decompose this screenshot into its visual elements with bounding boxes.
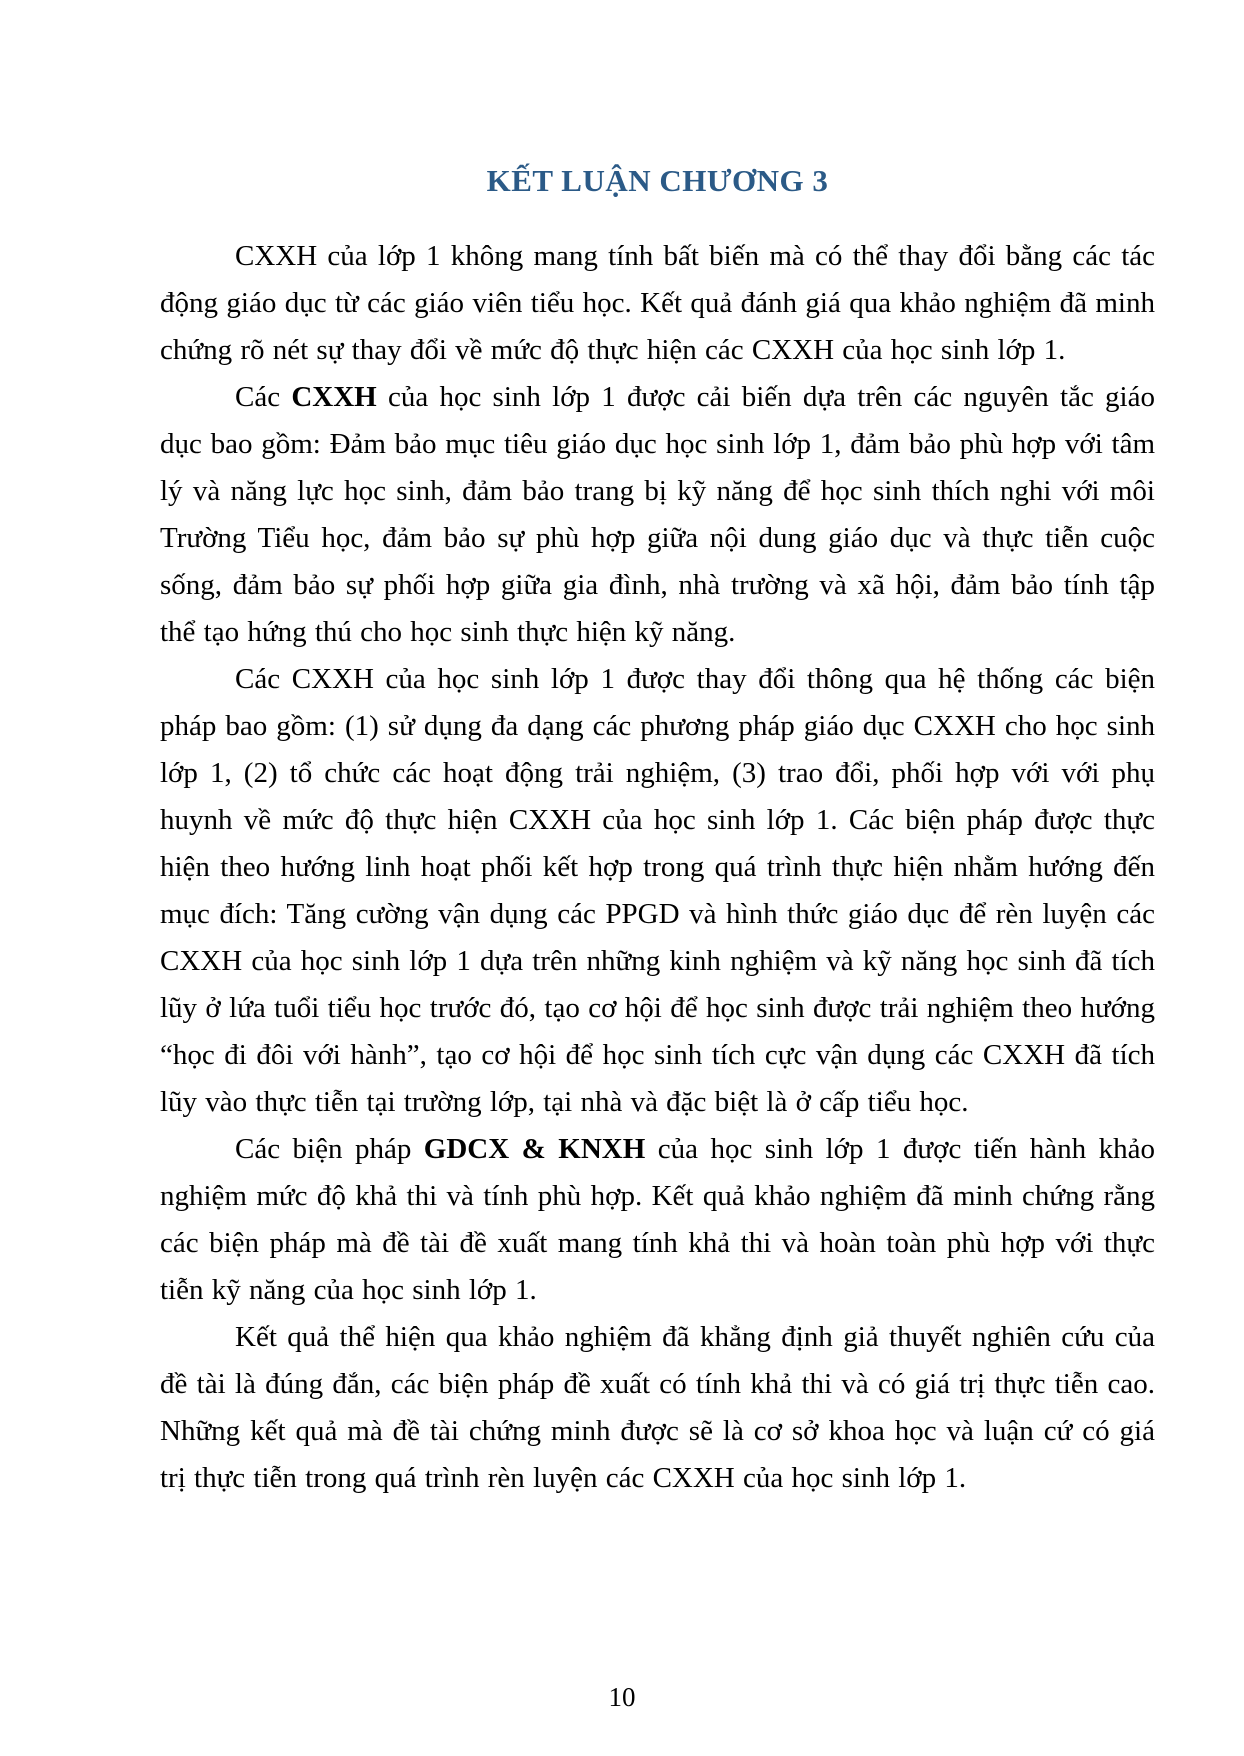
- document-content: [160, 162, 1155, 1502]
- paragraph: [160, 233, 1155, 374]
- paragraph: [160, 374, 1155, 656]
- text-run: của học sinh lớp 1 được tiến hành khảo nghiệm mức độ khả thi và tính phù hợp. Kết quả khảo nghiệm đã minh chứng rằng các biện pháp mà đề tài đề xuất mang tính khả thi và hoàn toàn phù hợp với thực tiễn kỹ năng của học sinh lớp 1.: [160, 1133, 1155, 1306]
- page-number: 10: [608, 1682, 636, 1712]
- document-body: [160, 233, 1155, 1502]
- page-title: KẾT LUẬN CHƯƠNG 3: [486, 163, 829, 198]
- text-run: Các: [235, 381, 292, 413]
- paragraph: [160, 1314, 1155, 1502]
- text-run: GDCX & KNXH: [423, 1133, 646, 1165]
- text-run: Các CXXH của học sinh lớp 1 được thay đổi thông qua hệ thống các biện pháp bao gồm: (1) sử dụng đa dạng các phương pháp giáo dục CXXH cho học sinh lớp 1, (2) tổ chức các hoạt động trải nghiệm, (3) trao đổi, phối hợp với với phụ huynh về mức độ thực hiện CXXH của học sinh lớp 1. Các biện pháp được thực hiện theo hướng linh hoạt phối kết hợp trong quá trình thực hiện nhằm hướng đến mục đích: Tăng cường vận dụng các PPGD và hình thức giáo dục để rèn luyện các CXXH của học sinh lớp 1 dựa trên những kinh nghiệm và kỹ năng học sinh đã tích lũy ở lứa tuổi tiểu học trước đó, tạo cơ hội để học sinh được trải nghiệm theo hướng “học đi đôi với hành”, tạo cơ hội để học sinh tích cực vận dụng các CXXH đã tích lũy vào thực tiễn tại trường lớp, tại nhà và đặc biệt là ở cấp tiểu học.: [160, 663, 1155, 1118]
- text-run: CXXH của lớp 1 không mang tính bất biến mà có thể thay đổi bằng các tác động giáo dục từ các giáo viên tiểu học. Kết quả đánh giá qua khảo nghiệm đã minh chứng rõ nét sự thay đổi về mức độ thực hiện các CXXH của học sinh lớp 1.: [160, 240, 1155, 366]
- paragraph: [160, 656, 1155, 1126]
- text-run: Các biện pháp: [235, 1133, 424, 1165]
- text-run: CXXH: [291, 381, 377, 413]
- text-run: của học sinh lớp 1 được cải biến dựa trên các nguyên tắc giáo dục bao gồm: Đảm bảo mục tiêu giáo dục học sinh lớp 1, đảm bảo phù hợp với tâm lý và năng lực học sinh, đảm bảo trang bị kỹ năng để học sinh thích nghi với môi Trường Tiểu học, đảm bảo sự phù hợp giữa nội dung giáo dục và thực tiễn cuộc sống, đảm bảo sự phối hợp giữa gia đình, nhà trường và xã hội, đảm bảo tính tập thể tạo hứng thú cho học sinh thực hiện kỹ năng.: [160, 381, 1155, 648]
- text-run: Kết quả thể hiện qua khảo nghiệm đã khẳng định giả thuyết nghiên cứu của đề tài là đúng đắn, các biện pháp đề xuất có tính khả thi và có giá trị thực tiễn cao. Những kết quả mà đề tài chứng minh được sẽ là cơ sở khoa học và luận cứ có giá trị thực tiễn trong quá trình rèn luyện các CXXH của học sinh lớp 1.: [160, 1321, 1155, 1494]
- paragraph: [160, 1126, 1155, 1314]
